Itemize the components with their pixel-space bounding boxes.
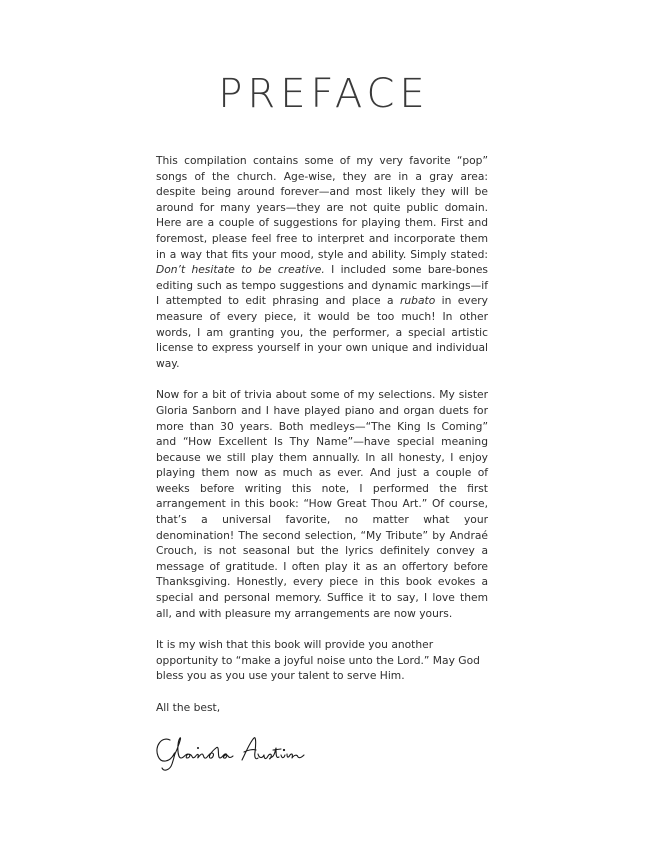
italic-phrase: Don’t hesitate to be creative. — [156, 263, 325, 277]
italic-phrase: rubato — [400, 294, 436, 308]
text-run: I included some bare-bones editing such as tempo suggestions and dynamic markings—if I attempted to edit phrasing and place a — [156, 263, 488, 308]
paragraph-trivia: Now for a bit of trivia about some of my selections. My sister Gloria Sanborn and I have played piano and organ duets for more than 30 years. Both medleys—“The King Is Coming” and “How Excellent Is Thy Name”—have special meaning because we still play them annually. In all honesty, I enjoy playing them now as much as ever. And just a couple of weeks before writing this note, I performed the first arrangement in this book: “How Great Thou Art.” Of course, that’s a universal favorite, no matter what your denomination! The second selection, “My Tribute” by Andraé Crouch, is not seasonal but the lyrics definitely convey a message of gratitude. I often play it as an offertory before Thanksgiving. Honestly, every piece in this book evokes a special and personal memory. Suffice it to say, I love them all, and with pleasure my arrangements are now yours. — [156, 388, 488, 620]
paragraph-intro — [156, 153, 488, 371]
paragraph-blessing: It is my wish that this book will provide you another opportunity to “make a joyful noise unto the Lord.” May God bless you as you use your talent to serve Him. — [156, 638, 480, 683]
text-run: This compilation contains some of my very favorite “pop” songs of the church. Age-wise, they are in a gray area: despite being around forever—and most likely they will be around for many years—they are not quite public domain. Here are a couple of suggestions for playing them. First and foremost, please feel free to interpret and incorporate them in a way that fits your mood, style and ability. Simply stated: — [156, 154, 488, 261]
text-run: in every measure of every piece, it would be too much! In other words, I am granting you, the performer, a special artistic license to express yourself in your own unique and individual way. — [156, 294, 489, 370]
page-title: PREFACE — [218, 71, 430, 117]
handwritten-signature — [150, 728, 330, 778]
preface-body — [156, 153, 488, 732]
signature-image — [150, 728, 330, 778]
closing-line: All the best, — [156, 701, 221, 714]
